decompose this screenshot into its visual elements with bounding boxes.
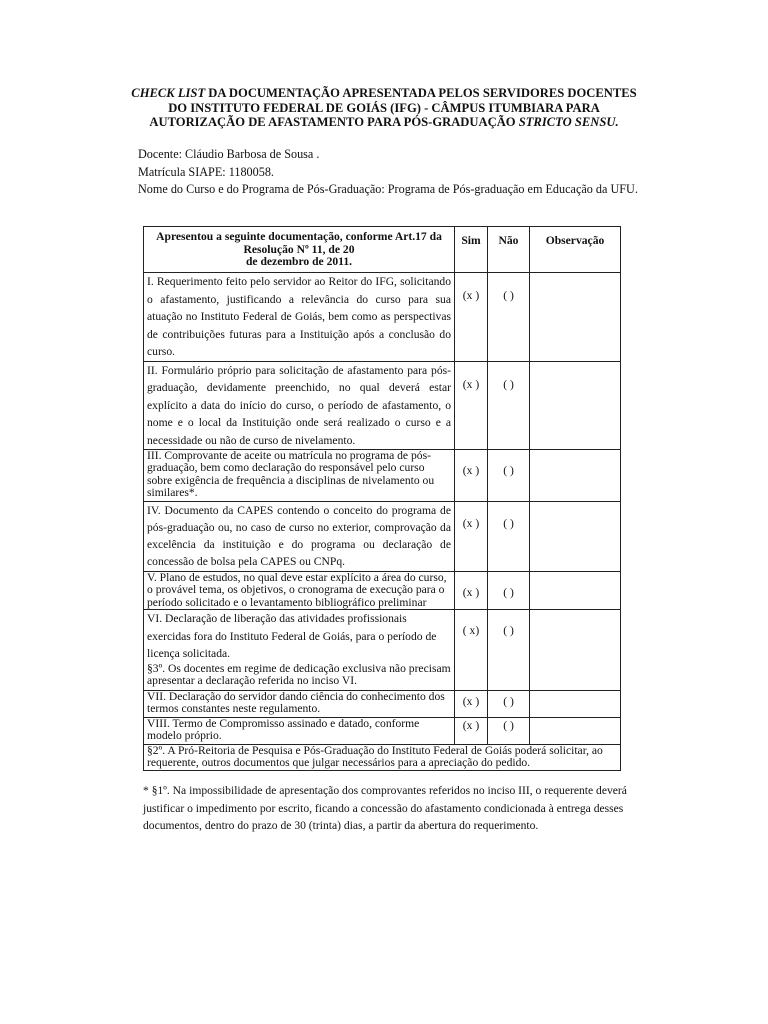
applicant-info [138, 146, 738, 199]
footnote [143, 782, 633, 835]
table-row [144, 273, 621, 362]
row-nao-mark: ( ) [488, 718, 530, 745]
title-line3: AUTORIZAÇÃO DE AFASTAMENTO PARA PÓS-GRADUAÇÃO [149, 115, 519, 129]
row-description: V. Plano de estudos, no qual deve estar explícito a área do curso, o provável tema, os objetivos, o cronograma de execução para o período solicitado e o levantamento bibliográfico preliminar [144, 572, 455, 610]
row-description: I. Requerimento feito pelo servidor ao Reitor do IFG, solicitando o afastamento, justificando a relevância do curso para sua atuação no Instituto Federal de Goiás, bem como as perspectivas de contribuições futuras para a Instituição após a conclusão do curso. [144, 273, 455, 362]
row-sim-mark: ( x) [455, 610, 488, 691]
row-nao-mark: ( ) [488, 572, 530, 610]
row-observacao [530, 450, 621, 502]
row-description-main: VI. Declaração de liberação das atividades profissionais exercidas fora do Instituto Federal de Goiás, para o período de licença solicitada. [147, 612, 437, 660]
table-row [144, 572, 621, 610]
row-sim-mark: (x ) [455, 450, 488, 502]
title-stricto-sensu: STRICTO SENSU. [518, 115, 619, 129]
header-description: Apresentou a seguinte documentação, conforme Art.17 da Resolução Nº 11, de 20 de dezembro de 2011. [144, 227, 455, 273]
header-nao: Não [488, 227, 530, 273]
row-nao-mark: ( ) [488, 450, 530, 502]
row-observacao [530, 502, 621, 572]
row-nao-mark: ( ) [488, 273, 530, 362]
row-description: II. Formulário próprio para solicitação de afastamento para pós-graduação, devidamente preenchido, no qual deverá estar explícito a data do início do curso, o período de afastamento, o nome e o local da Instituição onde será realizado o curso e a necessidade ou não de curso de nivelamento. [144, 361, 455, 450]
table-row [144, 450, 621, 502]
table-row [144, 361, 621, 450]
row-sim-mark: (x ) [455, 502, 488, 572]
table-row [144, 718, 621, 745]
row-description-paragraph-3: §3º. Os docentes em regime de dedicação exclusiva não precisam apresentar a declaração referida no inciso VI. [147, 661, 451, 687]
row-description [144, 610, 455, 691]
row-nao-mark: ( ) [488, 502, 530, 572]
table-row [144, 610, 621, 691]
table-row [144, 502, 621, 572]
table-header-row [144, 227, 621, 273]
table-footer-note: §2º. A Pró-Reitoria de Pesquisa e Pós-Graduação do Instituto Federal de Goiás poderá solicitar, ao requerente, outros documentos que julgar necessários para a apreciação do pedido. [144, 745, 621, 771]
title-line2: DO INSTITUTO FEDERAL DE GOIÁS (IFG) - CÂMPUS ITUMBIARA PARA [168, 100, 600, 115]
row-sim-mark: (x ) [455, 691, 488, 718]
row-observacao [530, 691, 621, 718]
title-checklist: CHECK LIST [131, 86, 206, 100]
row-sim-mark: (x ) [455, 273, 488, 362]
row-observacao [530, 273, 621, 362]
footnote-line1: * §1º. Na impossibilidade de apresentação dos comprovantes referidos no inciso III, o requerente deverá [143, 784, 627, 797]
document-title [130, 86, 638, 130]
row-description: III. Comprovante de aceite ou matrícula no programa de pós-graduação, bem como declaração do responsável pelo curso sobre exigência de frequência a disciplinas de nivelamento ou similares*. [144, 450, 455, 502]
title-line1: DA DOCUMENTAÇÃO APRESENTADA PELOS SERVIDORES DOCENTES [205, 86, 637, 100]
row-observacao [530, 361, 621, 450]
row-sim-mark: (x ) [455, 718, 488, 745]
docente-line: Docente: Cláudio Barbosa de Sousa . [138, 147, 320, 161]
header-observacao: Observação [530, 227, 621, 273]
row-nao-mark: ( ) [488, 361, 530, 450]
row-description: VII. Declaração do servidor dando ciência do conhecimento dos termos constantes neste regulamento. [144, 691, 455, 718]
row-observacao [530, 572, 621, 610]
table-footer-row [144, 745, 621, 771]
row-observacao [530, 718, 621, 745]
row-sim-mark: (x ) [455, 572, 488, 610]
row-nao-mark: ( ) [488, 691, 530, 718]
footnote-line2: justificar o impedimento por escrito, ficando a concessão do afastamento condicionada à entrega desses [143, 801, 624, 815]
row-sim-mark: (x ) [455, 361, 488, 450]
matricula-line: Matrícula SIAPE: 1180058. [138, 164, 274, 179]
row-description: VIII. Termo de Compromisso assinado e datado, conforme modelo próprio. [144, 718, 455, 745]
row-observacao [530, 610, 621, 691]
table-row [144, 691, 621, 718]
row-nao-mark: ( ) [488, 610, 530, 691]
footnote-line3: documentos, dentro do prazo de 30 (trinta) dias, a partir da abertura do requerimento. [143, 819, 539, 832]
checklist-table [143, 226, 621, 771]
header-sim: Sim [455, 227, 488, 273]
row-description: IV. Documento da CAPES contendo o conceito do programa de pós-graduação ou, no caso de curso no exterior, comprovação da excelência da instituição e do programa ou declaração de concessão de bolsa pela CAPES ou CNPq. [144, 502, 455, 572]
curso-line: Nome do Curso e do Programa de Pós-Graduação: Programa de Pós-graduação em Educação da UFU. [138, 182, 638, 196]
